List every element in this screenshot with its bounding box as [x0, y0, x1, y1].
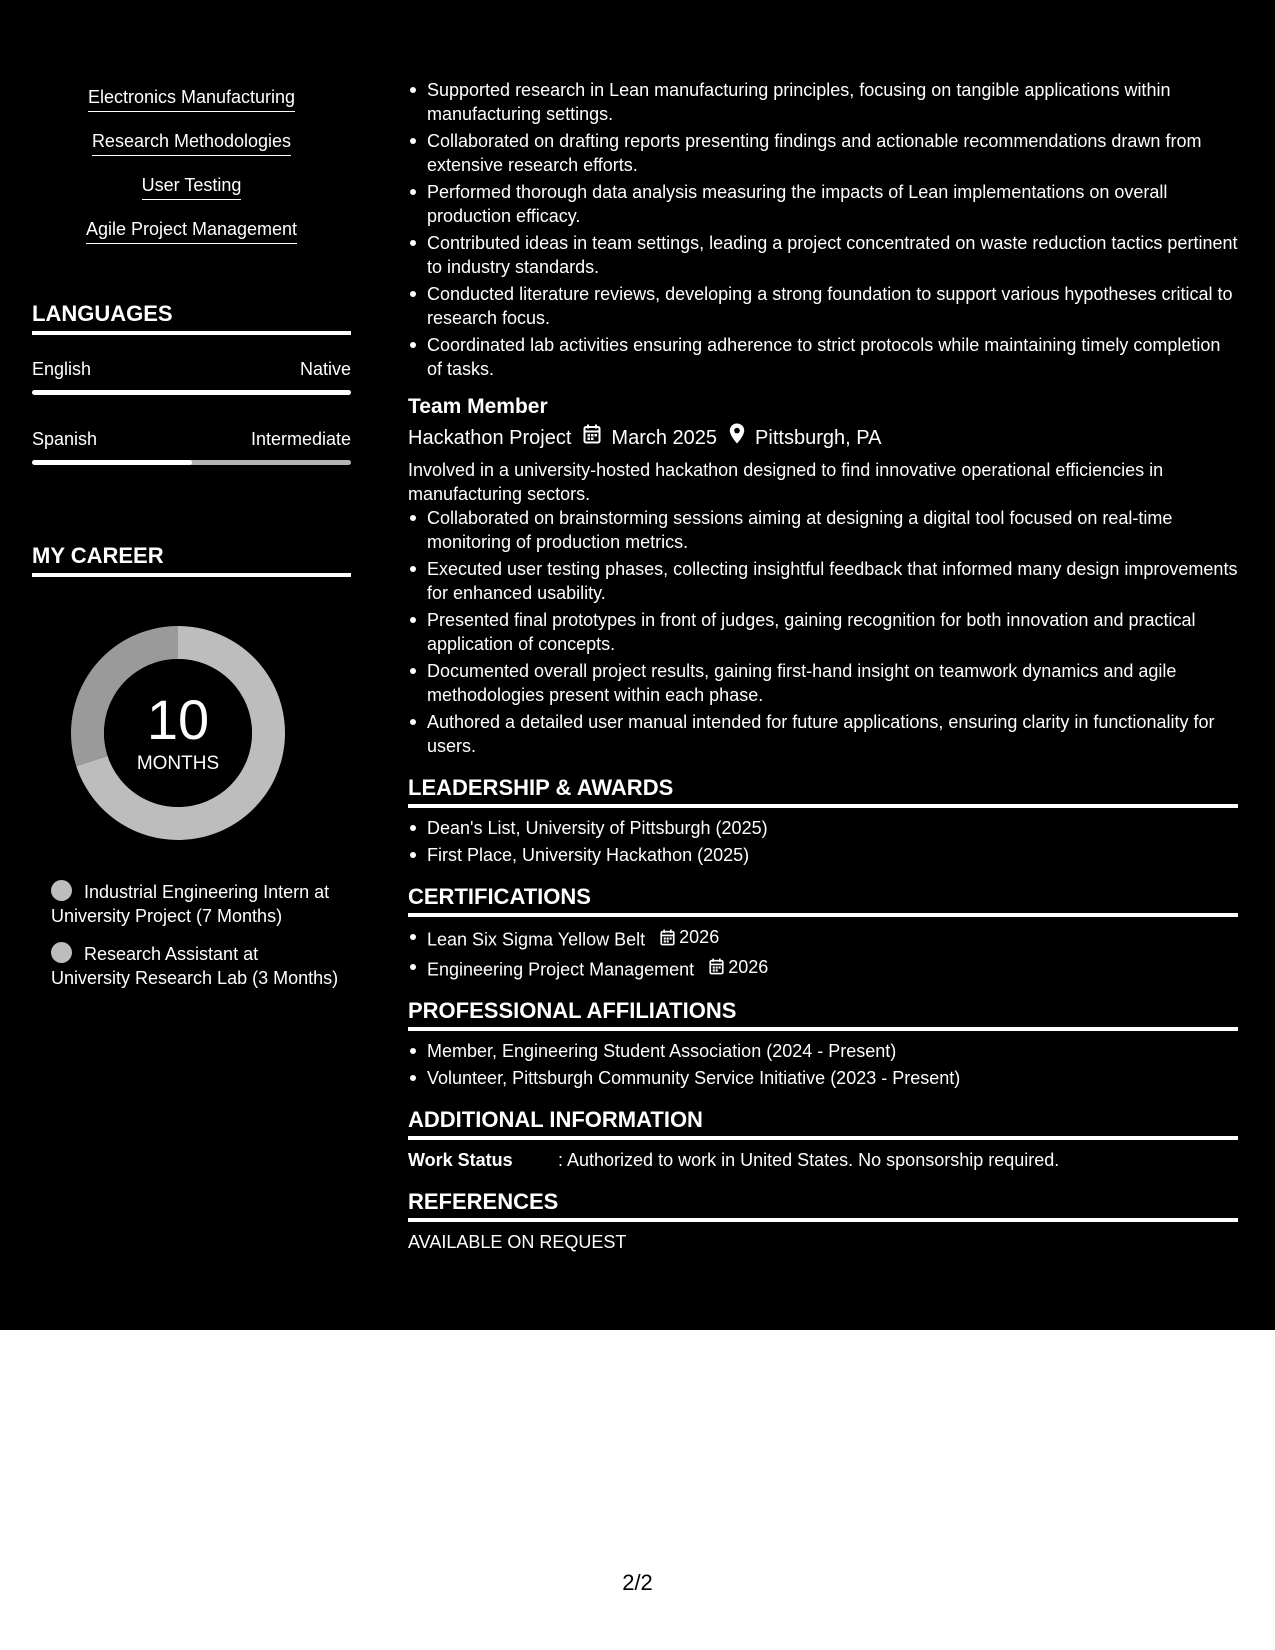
language-name: Spanish	[32, 429, 98, 449]
skill-item: Electronics Manufacturing	[88, 86, 295, 112]
certifications-list	[408, 925, 1238, 981]
job-location: Pittsburgh, PA	[755, 426, 882, 449]
language-level: Native	[299, 359, 351, 379]
list-item: Executed user testing phases, collecting insightful feedback that informed many design improvements for enhanced usability.	[408, 557, 1238, 605]
career-legend	[51, 880, 341, 1004]
references-heading: REFERENCES	[408, 1188, 1238, 1222]
additional-info-heading: ADDITIONAL INFORMATION	[408, 1106, 1238, 1140]
list-item: Dean's List, University of Pittsburgh (2025)	[408, 816, 1238, 840]
certifications-heading: CERTIFICATIONS	[408, 883, 1238, 917]
career-legend-label: Industrial Engineering Intern at University Project (7 Months)	[51, 882, 330, 926]
affiliations-heading: PROFESSIONAL AFFILIATIONS	[408, 997, 1238, 1031]
language-proficiency-bar	[32, 390, 351, 395]
language-proficiency-fill	[32, 390, 351, 395]
career-donut-chart	[65, 620, 291, 846]
list-item: Coordinated lab activities ensuring adherence to strict protocols while maintaining timely completion of tasks.	[408, 333, 1238, 381]
legend-dot-icon	[51, 942, 72, 963]
job-organization: Hackathon Project	[408, 426, 572, 449]
calendar-icon	[660, 929, 675, 946]
list-item: First Place, University Hackathon (2025)	[408, 843, 1238, 867]
certification-name: Lean Six Sigma Yellow Belt	[427, 929, 646, 950]
awards-list	[408, 816, 1238, 867]
work-status-value: : Authorized to work in United States. No sponsorship required.	[558, 1150, 1060, 1170]
job-meta	[408, 423, 1238, 452]
work-status-label: Work Status	[408, 1150, 513, 1170]
languages-heading: LANGUAGES	[32, 300, 351, 335]
list-item: Member, Engineering Student Association (2024 - Present)	[408, 1039, 1238, 1063]
certification-date	[709, 955, 768, 979]
awards-heading: LEADERSHIP & AWARDS	[408, 774, 1238, 808]
list-item: Supported research in Lean manufacturing principles, focusing on tangible applications within manufacturing settings.	[408, 78, 1238, 126]
certification-item	[408, 955, 1238, 982]
list-item: Documented overall project results, gaining first-hand insight on teamwork dynamics and agile methodologies present within each phase.	[408, 659, 1238, 707]
skill-item: Agile Project Management	[86, 218, 297, 244]
list-item: Authored a detailed user manual intended for future applications, ensuring clarity in functionality for users.	[408, 710, 1238, 758]
references-text: AVAILABLE ON REQUEST	[408, 1232, 627, 1252]
career-heading: MY CAREER	[32, 542, 351, 577]
skill-item: Research Methodologies	[92, 130, 291, 156]
language-proficiency-bar	[32, 460, 351, 465]
certification-year: 2026	[728, 956, 769, 977]
list-item: Presented final prototypes in front of judges, gaining recognition for both innovation and practical application of concepts.	[408, 608, 1238, 656]
skill-item: User Testing	[142, 174, 242, 200]
language-level: Intermediate	[250, 429, 351, 449]
career-legend-label: Research Assistant at University Research Lab (3 Months)	[51, 944, 339, 988]
skills-list	[32, 86, 351, 262]
career-total-unit: MONTHS	[136, 753, 220, 774]
previous-job-bullets	[408, 78, 1238, 381]
job-title: Team Member	[408, 395, 548, 418]
certification-name: Engineering Project Management	[427, 959, 695, 979]
career-total-value: 10	[146, 688, 210, 751]
list-item: Collaborated on drafting reports presenting findings and actionable recommendations drawn from extensive research efforts.	[408, 129, 1238, 177]
job-bullets	[408, 506, 1238, 758]
list-item: Contributed ideas in team settings, leading a project concentrated on waste reduction tactics pertinent to industry standards.	[408, 231, 1238, 279]
list-item: Collaborated on brainstorming sessions aiming at designing a digital tool focused on real-time monitoring of production metrics.	[408, 506, 1238, 554]
legend-dot-icon	[51, 880, 72, 901]
language-spanish	[32, 428, 351, 465]
affiliations-list	[408, 1039, 1238, 1090]
language-english	[32, 358, 351, 395]
career-legend-item	[51, 942, 341, 990]
career-legend-item	[51, 880, 341, 928]
language-name: English	[32, 359, 92, 379]
calendar-icon	[709, 958, 724, 975]
page-number: 2/2	[622, 1570, 653, 1595]
list-item: Performed thorough data analysis measuring the impacts of Lean implementations on overall production efficacy.	[408, 180, 1238, 228]
list-item: Conducted literature reviews, developing a strong foundation to support various hypotheses critical to research focus.	[408, 282, 1238, 330]
work-status-row	[408, 1148, 1238, 1172]
list-item: Volunteer, Pittsburgh Community Service Initiative (2023 - Present)	[408, 1066, 1238, 1090]
language-proficiency-fill	[32, 460, 192, 465]
location-pin-icon	[729, 423, 745, 452]
right-column	[408, 78, 1238, 1254]
calendar-icon	[583, 424, 601, 452]
certification-item	[408, 925, 1238, 952]
job-date: March 2025	[611, 426, 718, 449]
job-description: Involved in a university-hosted hackathon designed to find innovative operational efficiencies in manufacturing sectors.	[408, 460, 1164, 504]
certification-date	[660, 925, 719, 949]
certification-year: 2026	[679, 927, 720, 947]
